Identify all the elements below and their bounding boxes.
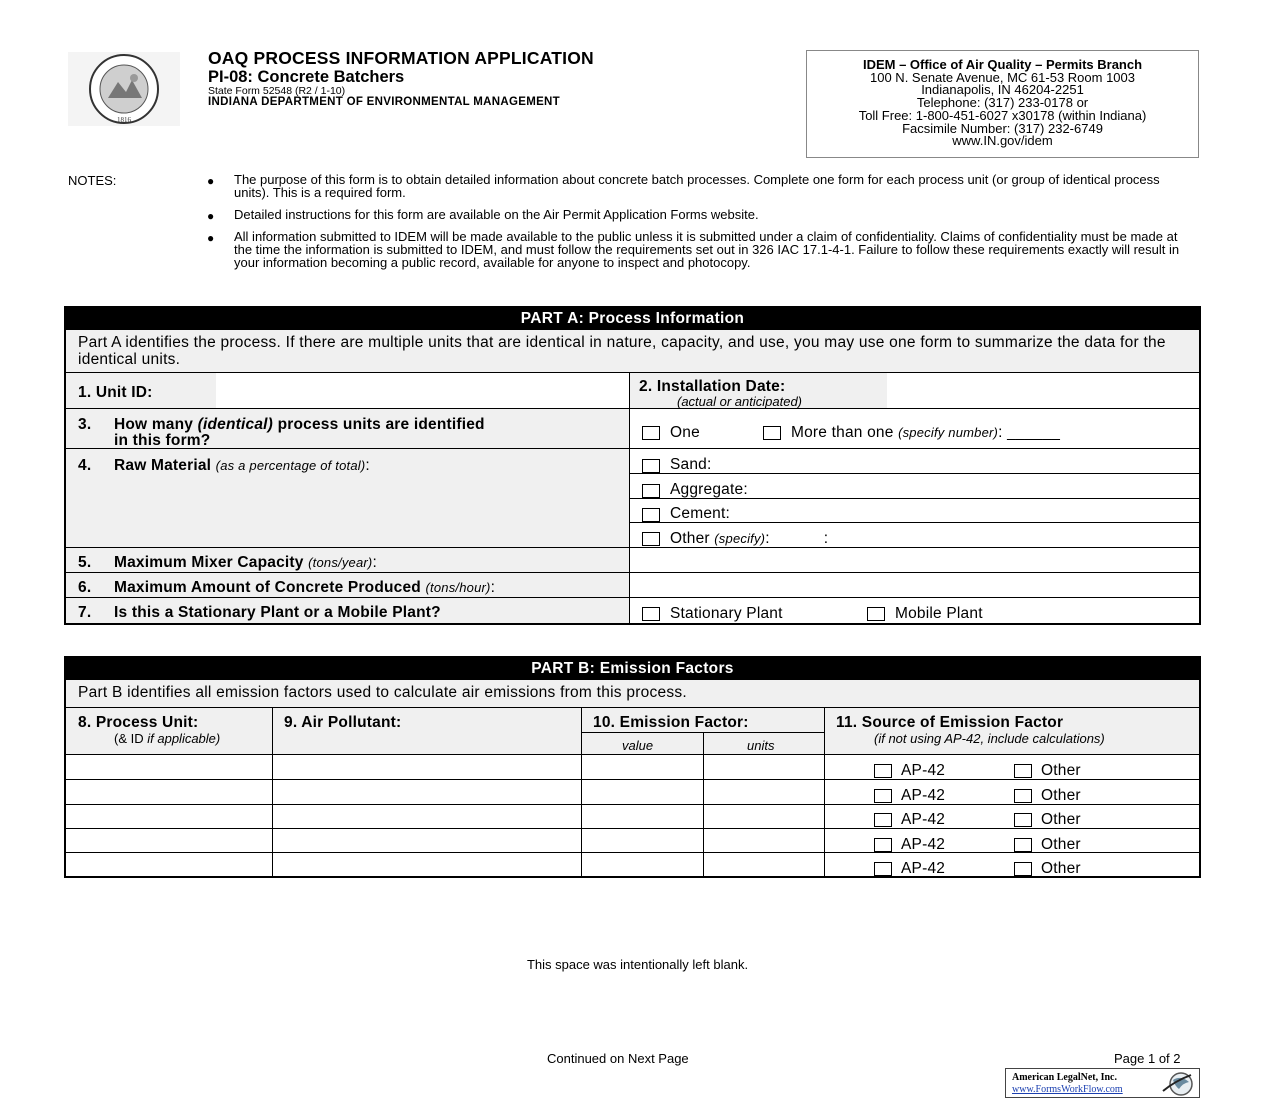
sand-label: Sand:	[670, 456, 712, 473]
ap42-checkbox[interactable]	[874, 838, 892, 852]
continued-note: Continued on Next Page	[547, 1051, 689, 1066]
other-material-label: Other	[670, 530, 710, 547]
q4-number: 4.	[78, 457, 92, 474]
other-source-label: Other	[1041, 860, 1081, 877]
department-name: INDIANA DEPARTMENT OF ENVIRONMENTAL MANAGEMENT	[208, 96, 560, 108]
process-unit-hint-b: if applicable)	[147, 731, 221, 746]
contact-website: www.IN.gov/idem	[952, 133, 1053, 149]
emission-source-header: 11. Source of Emission Factor	[836, 714, 1064, 731]
other-source-checkbox[interactable]	[1014, 789, 1032, 803]
emission-value-header: value	[622, 738, 654, 753]
ap42-label: AP-42	[901, 762, 946, 779]
contact-telephone: Telephone: (317) 233-0178 or	[916, 95, 1089, 111]
q3-label-b: (identical)	[197, 416, 274, 433]
q3-label-c: process units are identified	[277, 416, 485, 433]
emission-units-header: units	[747, 738, 775, 753]
note-item: The purpose of this form is to obtain detailed information about concrete batch processes. Complete one form for each process unit (or group of identical process units). This is a required form.	[234, 172, 1160, 200]
note-item: Detailed instructions for this form are available on the Air Permit Application Forms website.	[234, 207, 759, 222]
concrete-produced-hint: (tons/hour)	[425, 580, 491, 595]
q3-label-d: in this form?	[114, 432, 211, 449]
q6-number: 6.	[78, 579, 92, 596]
raw-material-label: Raw Material	[114, 457, 212, 474]
emission-source-hint: (if not using AP-42, include calculations)	[874, 731, 1105, 746]
aggregate-checkbox[interactable]	[642, 484, 660, 498]
unit-count-blank[interactable]: : ______	[998, 424, 1061, 441]
ap42-checkbox[interactable]	[874, 764, 892, 778]
installation-date-hint: (actual or anticipated)	[677, 394, 803, 409]
aggregate-label: Aggregate:	[670, 481, 748, 498]
other-source-checkbox[interactable]	[1014, 813, 1032, 827]
one-unit-label: One	[670, 424, 700, 441]
cement-label: Cement:	[670, 505, 730, 522]
ap42-label: AP-42	[901, 811, 946, 828]
cement-checkbox[interactable]	[642, 508, 660, 522]
bullet-icon: ●	[207, 209, 215, 223]
contact-address: 100 N. Senate Avenue, MC 61-53 Room 1003	[870, 69, 1135, 85]
notes-label: NOTES:	[68, 173, 117, 188]
q3-label-a: How many	[114, 416, 194, 433]
part-b-title: PART B: Emission Factors	[66, 658, 1199, 680]
page-number: Page 1 of 2	[1114, 1051, 1181, 1066]
other-material-blank[interactable]: : :	[765, 530, 829, 547]
unit-id-label: 1. Unit ID:	[78, 384, 153, 401]
installation-date-input[interactable]	[887, 373, 1199, 408]
q3-number: 3.	[78, 416, 92, 433]
sand-checkbox[interactable]	[642, 459, 660, 473]
q7-number: 7.	[78, 604, 92, 621]
seal-year: 1816	[117, 116, 131, 124]
mixer-capacity-label: Maximum Mixer Capacity	[114, 554, 304, 571]
form-subtitle: PI-08: Concrete Batchers	[208, 68, 405, 86]
more-than-one-hint: (specify number)	[898, 425, 999, 440]
globe-icon	[1161, 1071, 1195, 1097]
concrete-produced-input[interactable]	[630, 573, 1199, 597]
part-b-intro: Part B identifies all emission factors used to calculate air emissions from this process.	[78, 684, 687, 701]
mobile-plant-checkbox[interactable]	[867, 607, 885, 621]
stationary-plant-label: Stationary Plant	[670, 605, 783, 622]
other-material-checkbox[interactable]	[642, 532, 660, 546]
bullet-icon: ●	[207, 231, 215, 245]
state-form-number: State Form 52548 (R2 / 1-10)	[208, 85, 346, 97]
contact-office: IDEM – Office of Air Quality – Permits Branch	[862, 57, 1143, 72]
ap42-label: AP-42	[901, 860, 946, 877]
contact-box	[806, 50, 1199, 158]
other-source-label: Other	[1041, 762, 1081, 779]
part-a-intro: Part A identifies the process. If there are multiple units that are identical in nature, capacity, and use, you may use one form to summarize the data for the identical units.	[78, 334, 1166, 368]
ap42-checkbox[interactable]	[874, 789, 892, 803]
legalnet-url[interactable]: www.FormsWorkFlow.com	[1012, 1084, 1123, 1095]
part-a-section: PART A: Process Information Part A identifies the process. If there are multiple units that are identical in nature, capacity, and use, you may use one form to summarize the data for the identical units. 1. Unit ID: 2. Installation Date: (actual or anticipated) 3. How many (identical) process units are identified in this form? One More than one (specify number): ______ 4. Raw Material (as a percentage of total): Sand: Aggregate: Cement: Other (specify): : 5. Maximum Mixer Capacity (tons/year): 6. Maximum Amount of Concrete Produced (tons/hour): 7. Is this a Stationary Plant or a Mobile Plant? Stationary Plant Mobile Plant	[64, 306, 1201, 625]
form-title: OAQ PROCESS INFORMATION APPLICATION	[208, 48, 594, 68]
other-source-label: Other	[1041, 836, 1081, 853]
other-source-checkbox[interactable]	[1014, 862, 1032, 876]
more-than-one-checkbox[interactable]	[763, 426, 781, 440]
unit-id-input[interactable]	[216, 373, 628, 408]
contact-tollfree: Toll Free: 1-800-451-6027 x30178 (within Indiana)	[858, 107, 1147, 123]
installation-date-label: 2. Installation Date:	[639, 378, 786, 395]
other-source-checkbox[interactable]	[1014, 764, 1032, 778]
process-unit-header: 8. Process Unit:	[78, 714, 199, 731]
legalnet-logo[interactable]	[1005, 1068, 1200, 1098]
other-source-label: Other	[1041, 787, 1081, 804]
ap42-label: AP-42	[901, 836, 946, 853]
ap42-checkbox[interactable]	[874, 862, 892, 876]
raw-material-hint: (as a percentage of total)	[215, 458, 366, 473]
note-item: All information submitted to IDEM will be made available to the public unless it is submitted under a claim of confidentiality. Claims of confidentiality must be made at the time the information is submitted to IDEM, and must follow the requirements set out in 326 IAC 17.1-4-1. Failure to follow these requirements exactly will result in your information becoming a public record, available for anyone to inspect and photocopy.	[234, 229, 1180, 270]
state-seal	[68, 52, 180, 126]
stationary-plant-checkbox[interactable]	[642, 607, 660, 621]
more-than-one-label: More than one	[791, 424, 894, 441]
plant-type-label: Is this a Stationary Plant or a Mobile Plant?	[114, 604, 441, 621]
ap42-checkbox[interactable]	[874, 813, 892, 827]
concrete-produced-label: Maximum Amount of Concrete Produced	[114, 579, 421, 596]
mixer-capacity-hint: (tons/year)	[308, 555, 373, 570]
process-unit-hint-a: (& ID	[114, 731, 144, 746]
part-b-section	[64, 656, 1201, 878]
part-a-title: PART A: Process Information	[66, 308, 1199, 330]
bullet-icon: ●	[207, 174, 215, 188]
contact-city: Indianapolis, IN 46204-2251	[921, 82, 1084, 98]
q5-number: 5.	[78, 554, 92, 571]
blank-space-note: This space was intentionally left blank.	[526, 957, 749, 972]
contact-fax: Facsimile Number: (317) 232-6749	[902, 120, 1103, 136]
other-source-checkbox[interactable]	[1014, 838, 1032, 852]
one-unit-checkbox[interactable]	[642, 426, 660, 440]
mobile-plant-label: Mobile Plant	[895, 605, 983, 622]
other-source-label: Other	[1041, 811, 1081, 828]
other-material-hint: (specify)	[714, 531, 766, 546]
air-pollutant-header: 9. Air Pollutant:	[284, 714, 402, 731]
mixer-capacity-input[interactable]	[630, 548, 1199, 572]
emission-factor-header: 10. Emission Factor:	[593, 714, 749, 731]
legalnet-brand: American LegalNet, Inc.	[1012, 1072, 1117, 1083]
ap42-label: AP-42	[901, 787, 946, 804]
